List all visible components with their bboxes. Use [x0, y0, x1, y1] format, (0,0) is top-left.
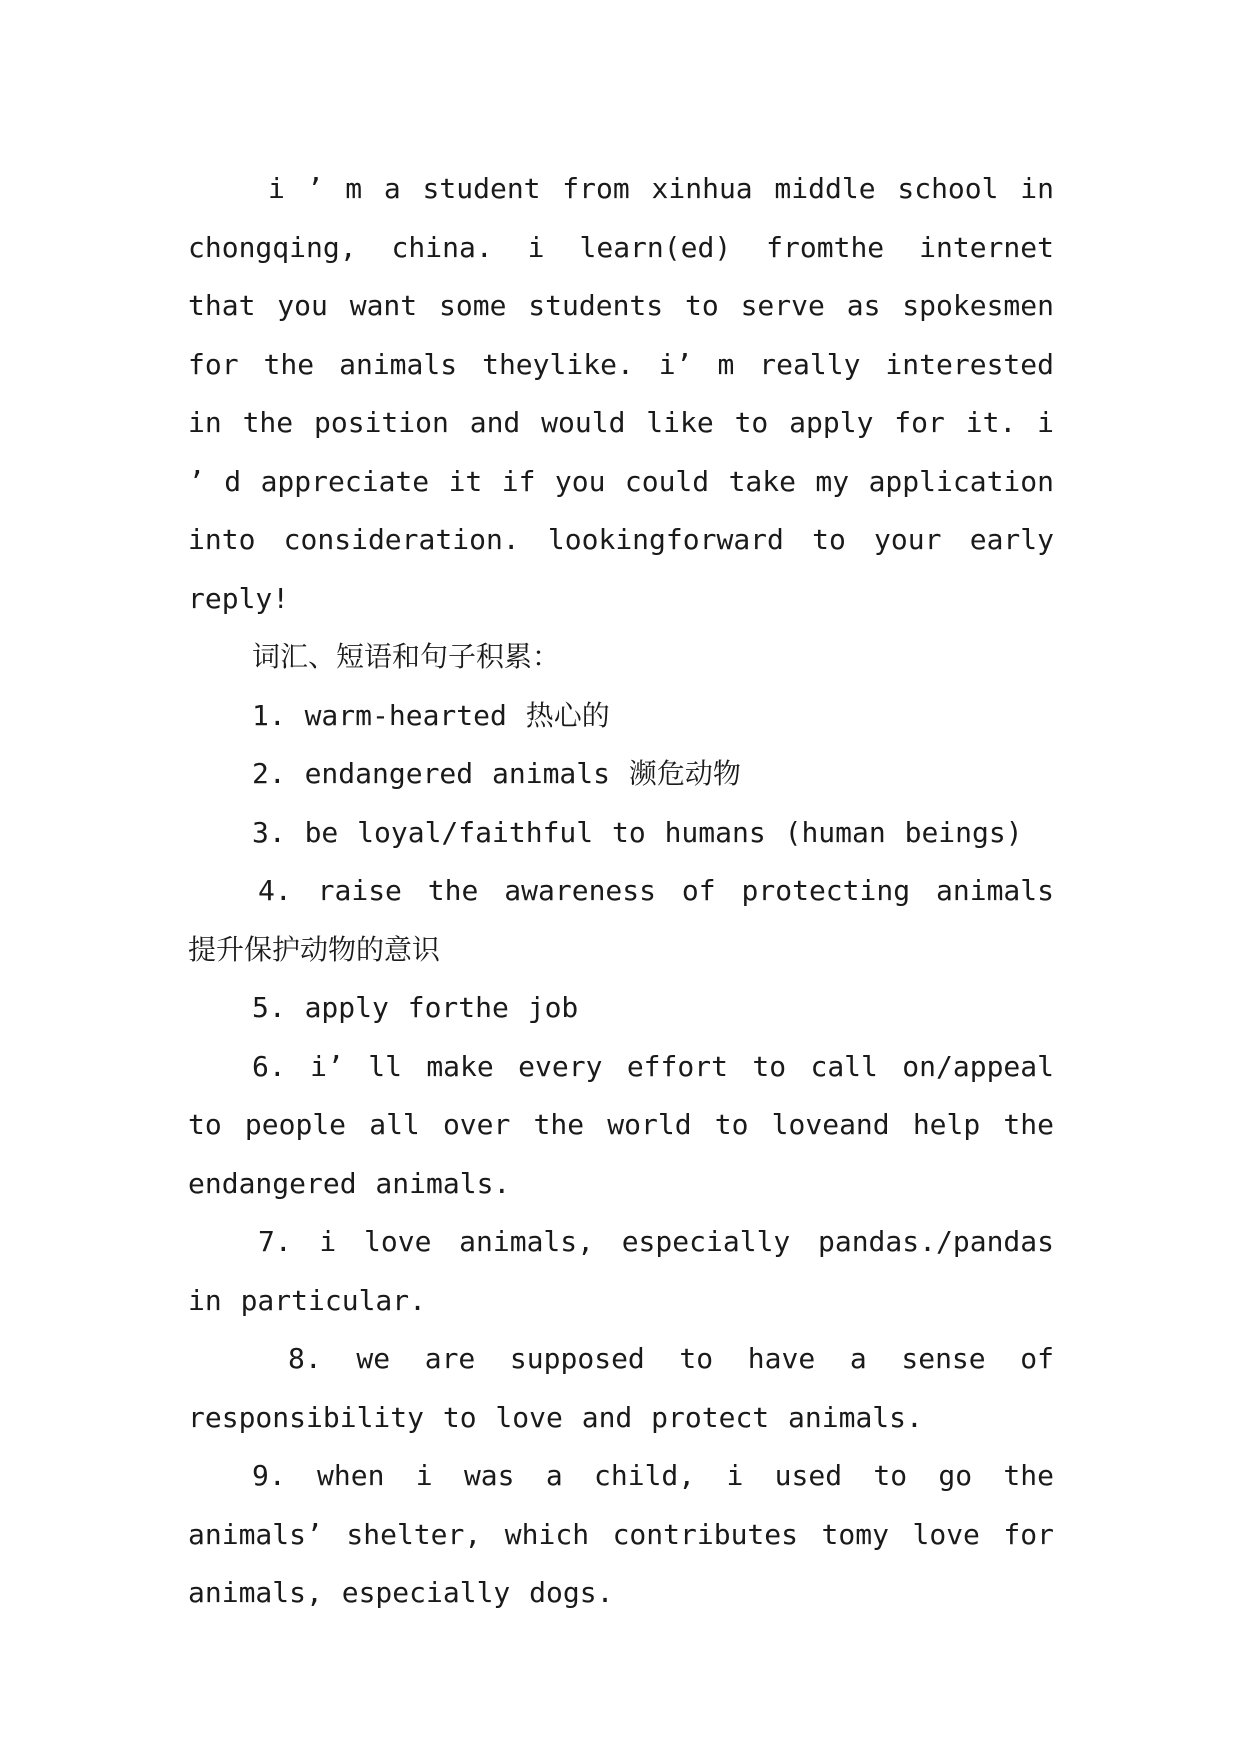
list-item: 6. i’ ll make every effort to call on/appeal to people all over the world to loveand help the endangered animals. — [188, 1049, 1054, 1200]
list-item: 7. i love animals, especially pandas./pandas in particular. — [188, 1225, 1054, 1317]
intro-paragraph: i ’ m a student from xinhua middle school in chongqing, china. i learn(ed) fromthe internet that you want some students to serve as spokesmen for the animals theylike. i’ m really interested in the position and would like to apply for it. i ’ d appreciate it if you could take my application into consideration. lookingforward to your early reply! — [188, 172, 1054, 615]
list-item: 5. apply forthe job — [252, 991, 579, 1024]
list-item: 9. when i was a child, i used to go the animals’ shelter, which contributes tomy love for animals, especially dogs. — [188, 1459, 1054, 1609]
list-item: 4. raise the awareness of protecting animals 提升保护动物的意识 — [188, 874, 1054, 966]
section-heading: 词汇、短语和句子积累： — [252, 640, 561, 673]
list-item: 3. be loyal/faithful to humans (human beings) — [252, 815, 1023, 849]
list-item: 8. we are supposed to have a sense of responsibility to love and protect animals. — [188, 1342, 1054, 1434]
list-item: 2. endangered animals 濒危动物 — [252, 757, 741, 790]
list-item: 1. warm-hearted 热心的 — [252, 698, 610, 732]
document-body — [188, 160, 1054, 1623]
